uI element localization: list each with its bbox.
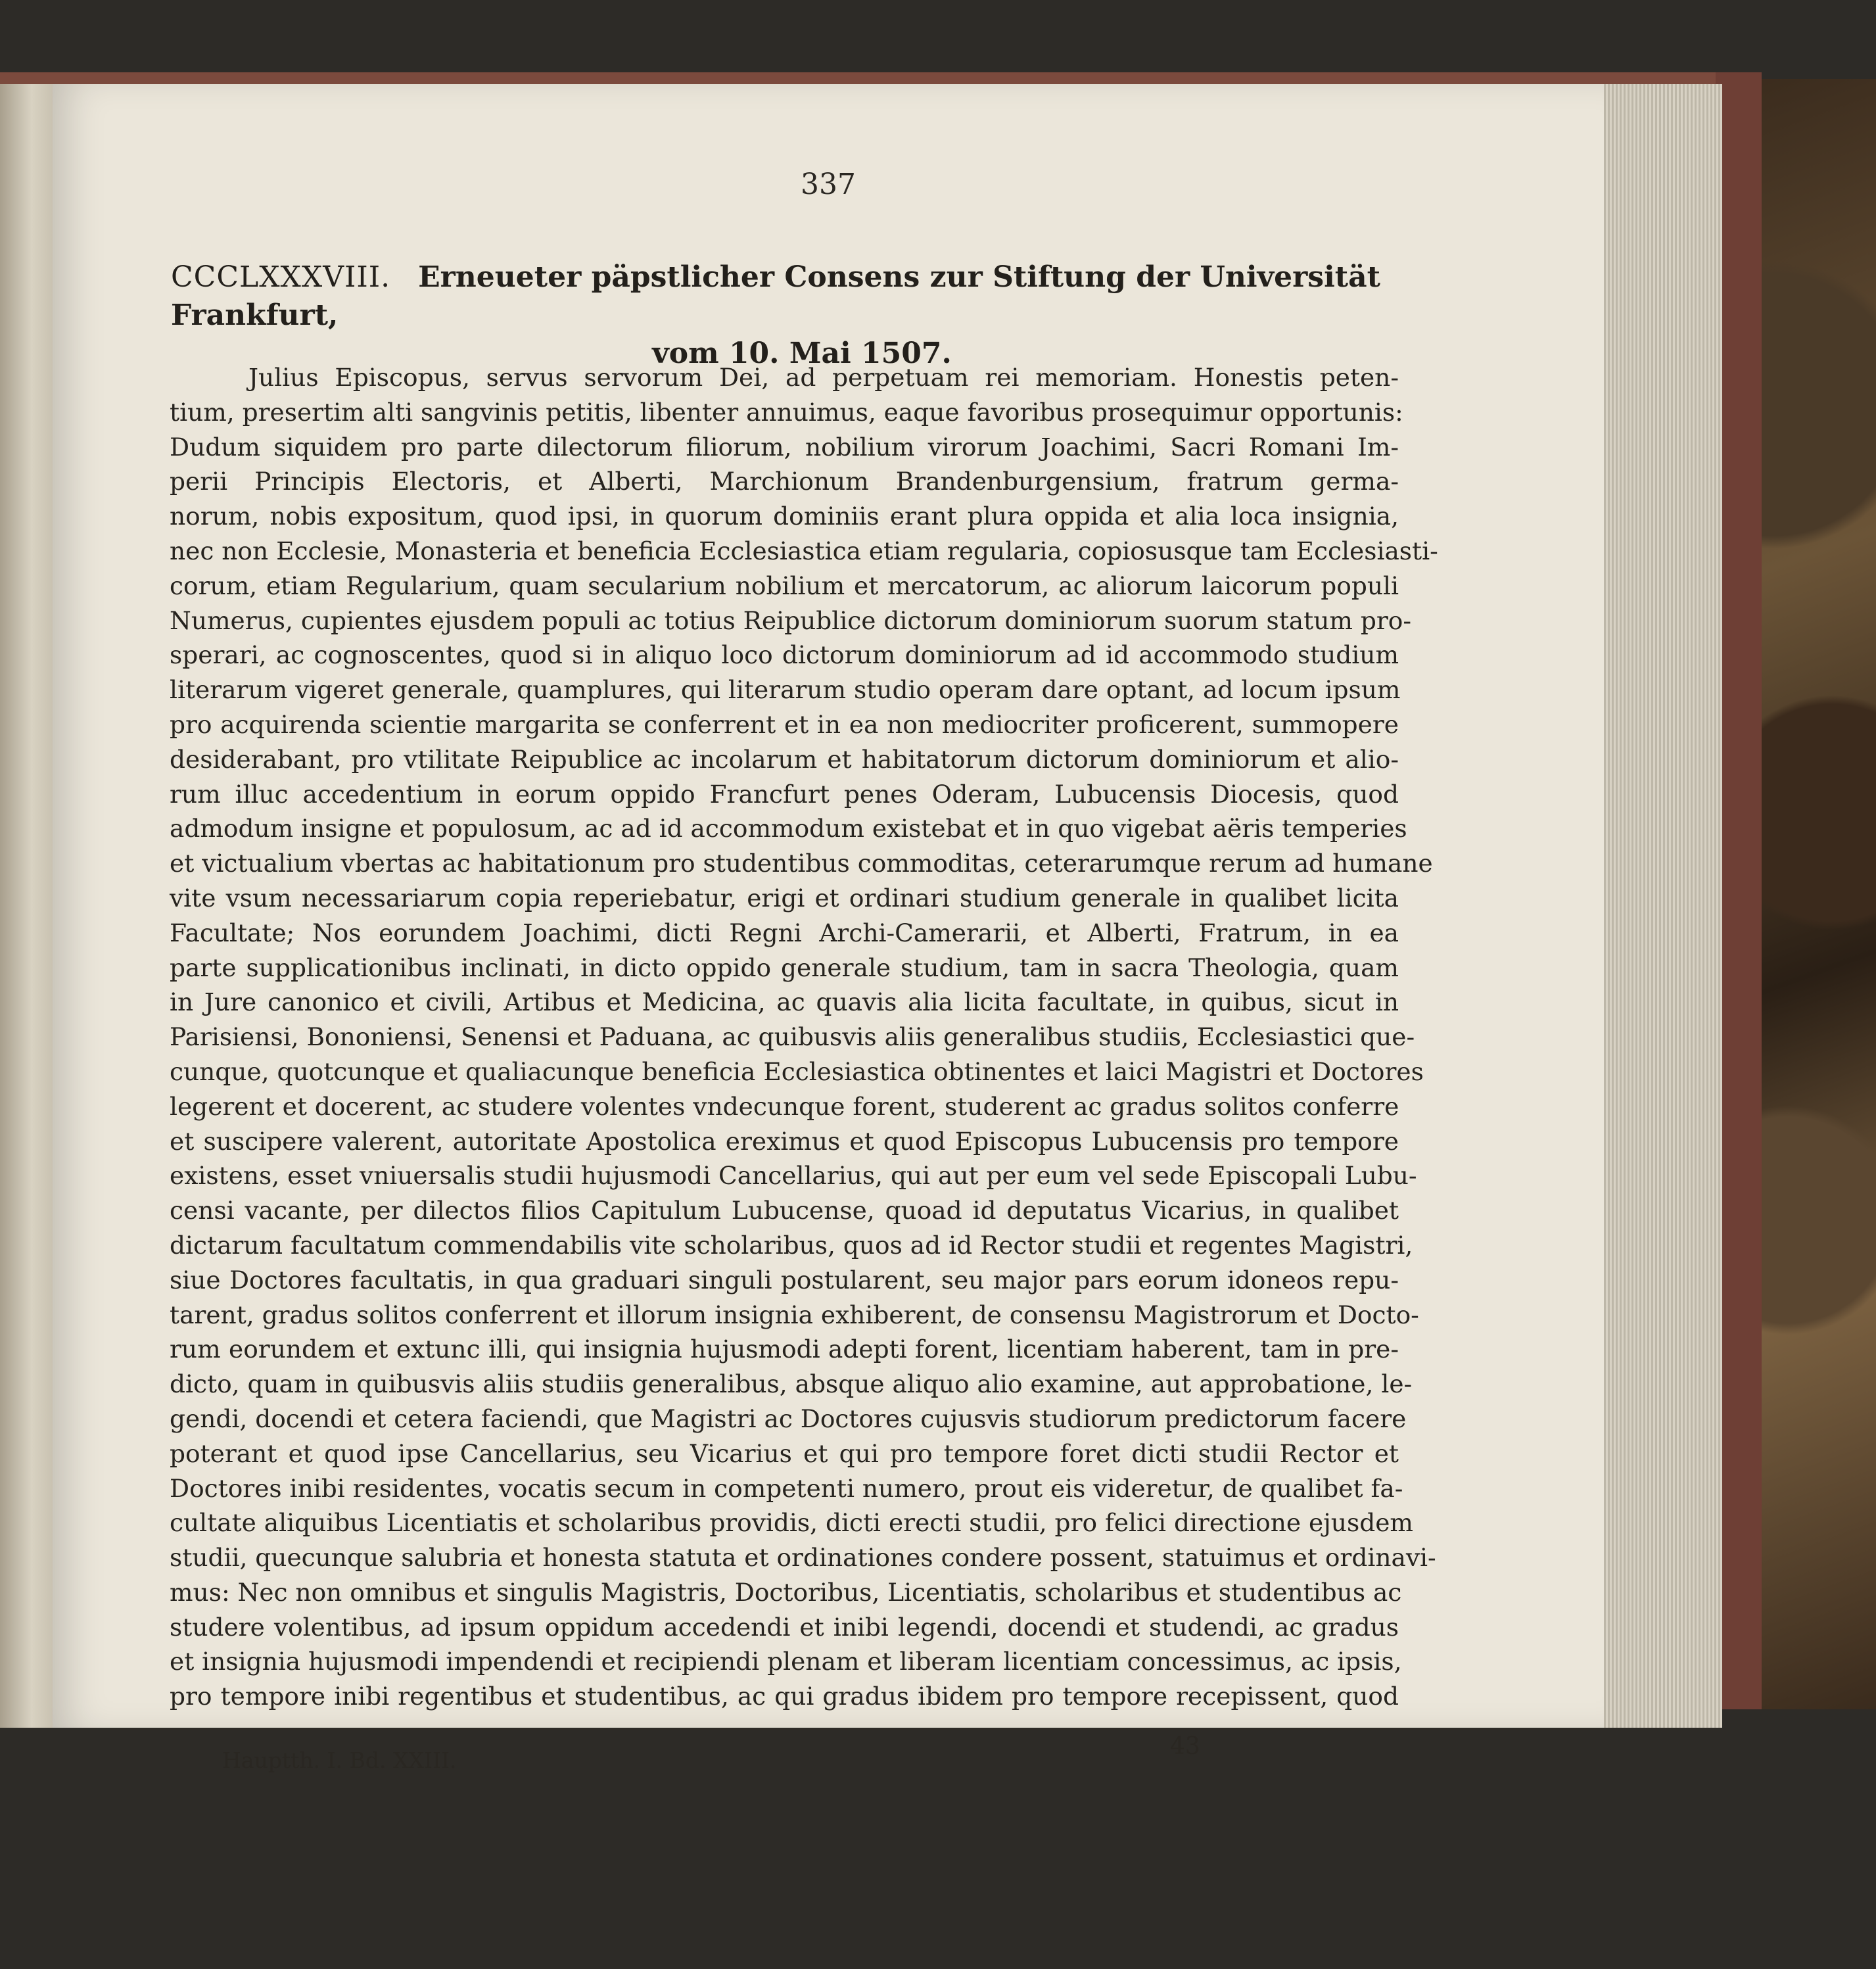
body-line: perii Principis Electoris, et Alberti, Marchionum Brandenburgensium, fratrum germa- bbox=[170, 467, 1399, 496]
body-line: admodum insigne et populosum, ac ad id accommodum existebat et in quo vigebat aëris temperies bbox=[170, 814, 1407, 843]
body-line: tium, presertim alti sangvinis petitis, libenter annuimus, eaque favoribus prosequimur opportunis: bbox=[170, 397, 1403, 427]
body-line: et insignia hujusmodi impendendi et recipiendi plenam et liberam licentiam concessimus, ac ipsis, bbox=[170, 1647, 1402, 1676]
page-number: 337 bbox=[801, 168, 856, 201]
facing-page-edge bbox=[0, 84, 53, 1728]
heading-number: CCCLXXXVIII. bbox=[171, 260, 391, 294]
body-line: gendi, docendi et cetera faciendi, que Magistri ac Doctores cujusvis studiorum predictorum facere bbox=[170, 1404, 1407, 1433]
body-line: Doctores inibi residentes, vocatis secum in competenti numero, prout eis videretur, de qualibet fa- bbox=[170, 1473, 1403, 1503]
body-line: dictarum facultatum commendabilis vite scholaribus, quos ad id Rector studii et regentes Magistri, bbox=[170, 1230, 1413, 1260]
body-line: rum illuc accedentium in eorum oppido Francfurt penes Oderam, Lubucensis Diocesis, quod bbox=[170, 779, 1399, 809]
book-page bbox=[53, 84, 1604, 1773]
body-line: censi vacante, per dilectos filios Capitulum Lubucense, quoad id deputatus Vicarius, in qualibet bbox=[170, 1196, 1399, 1225]
body-line: studere volentibus, ad ipsum oppidum accedendi et inibi legendi, docendi et studendi, ac gradus bbox=[170, 1612, 1399, 1642]
body-line: mus: Nec non omnibus et singulis Magistris, Doctoribus, Licentiatis, scholaribus et studentibus ac bbox=[170, 1577, 1402, 1607]
body-line: legerent et docerent, ac studere volentes vndecunque forent, studerent ac gradus solitos conferre bbox=[170, 1091, 1399, 1121]
body-line: vite vsum necessariarum copia reperiebatur, erigi et ordinari studium generale in qualibet licita bbox=[170, 883, 1399, 913]
heading-title-line2: vom 10. Mai 1507. bbox=[652, 337, 952, 370]
body-line: Numerus, cupientes ejusdem populi ac totius Reipublice dictorum dominiorum suorum statum pro- bbox=[170, 605, 1412, 635]
body-text bbox=[170, 360, 1438, 1714]
body-line: sperari, ac cognoscentes, quod si in aliquo loco dictorum dominiorum ad id accommodo studium bbox=[170, 640, 1399, 670]
page-block-edges bbox=[1604, 84, 1722, 1728]
body-line: et victualium vbertas ac habitationum pro studentibus commoditas, ceterarumque rerum ad humane bbox=[170, 849, 1433, 878]
body-line: cultate aliquibus Licentiatis et scholaribus providis, dicti erecti studii, pro felici directione ejusdem bbox=[170, 1508, 1413, 1538]
body-line: nec non Ecclesie, Monasteria et beneficia Ecclesiastica etiam regularia, copiosusque tam Ecclesiasti- bbox=[170, 536, 1438, 565]
body-line: corum, etiam Regularium, quam secularium nobilium et mercatorum, ac aliorum laicorum populi bbox=[170, 571, 1399, 600]
body-line: pro acquirenda scientie margarita se conferrent et in ea non mediocriter proficerent, summopere bbox=[170, 709, 1399, 739]
body-line: literarum vigeret generale, quamplures, qui literarum studio operam dare optant, ad locum ipsum bbox=[170, 675, 1401, 705]
heading-title-line1: Erneueter päpstlicher Consens zur Stiftung der Universität Frankfurt, bbox=[171, 260, 1380, 332]
body-line: studii, quecunque salubria et honesta statuta et ordinationes condere possent, statuimus et ordinavi- bbox=[170, 1543, 1436, 1573]
body-line: rum eorundem et extunc illi, qui insignia hujusmodi adepti forent, licentiam haberent, tam in pre- bbox=[170, 1335, 1399, 1364]
body-line: desiderabant, pro vtilitate Reipublice ac incolarum et habitatorum dictorum dominiorum et alio- bbox=[170, 744, 1399, 774]
body-line: parte supplicationibus inclinati, in dicto oppido generale studium, tam in sacra Theologia, quam bbox=[170, 953, 1399, 982]
body-line: siue Doctores facultatis, in qua graduari singuli postularent, seu major pars eorum idoneos repu- bbox=[170, 1265, 1399, 1294]
body-line: Dudum siquidem pro parte dilectorum filiorum, nobilium virorum Joachimi, Sacri Romani Im- bbox=[170, 432, 1399, 462]
body-line: Facultate; Nos eorundem Joachimi, dicti Regni Archi-Camerarii, et Alberti, Fratrum, in ea bbox=[170, 918, 1399, 947]
body-line: norum, nobis expositum, quod ipsi, in quorum dominiis erant plura oppida et alia loca insignia, bbox=[170, 502, 1399, 531]
body-line: pro tempore inibi regentibus et studentibus, ac qui gradus ibidem pro tempore recepissent, quod bbox=[170, 1682, 1399, 1711]
body-line: Julius Episcopus, servus servorum Dei, ad perpetuam rei memoriam. Honestis peten- bbox=[248, 363, 1399, 392]
footer-reference: Hauptth. I. Bd. XXIII. bbox=[222, 1747, 457, 1773]
body-line: dicto, quam in quibusvis aliis studiis generalibus, absque aliquo alio examine, aut approbatione, le- bbox=[170, 1369, 1413, 1399]
book-cover-right-edge bbox=[1716, 72, 1762, 1709]
signature-mark: 43 bbox=[1170, 1733, 1200, 1760]
body-line: poterant et quod ipse Cancellarius, seu Vicarius et qui pro tempore foret dicti studii Rector et bbox=[170, 1438, 1399, 1468]
body-line: existens, esset vniuersalis studii hujusmodi Cancellarius, qui aut per eum vel sede Episcopali Lubu- bbox=[170, 1161, 1417, 1191]
body-line: cunque, quotcunque et qualiacunque beneficia Ecclesiastica obtinentes et laici Magistri et Doctores bbox=[170, 1056, 1424, 1086]
body-line: Parisiensi, Bononiensi, Senensi et Paduana, ac quibusvis aliis generalibus studiis, Ecclesiastici que- bbox=[170, 1022, 1415, 1052]
document-heading bbox=[171, 258, 1433, 373]
body-line: in Jure canonico et civili, Artibus et Medicina, ac quavis alia licita facultate, in quibus, sicut in bbox=[170, 987, 1399, 1017]
body-line: et suscipere valerent, autoritate Apostolica ereximus et quod Episcopus Lubucensis pro tempore bbox=[170, 1126, 1399, 1156]
body-line: tarent, gradus solitos conferrent et illorum insignia exhiberent, de consensu Magistrorum et Docto- bbox=[170, 1300, 1419, 1329]
